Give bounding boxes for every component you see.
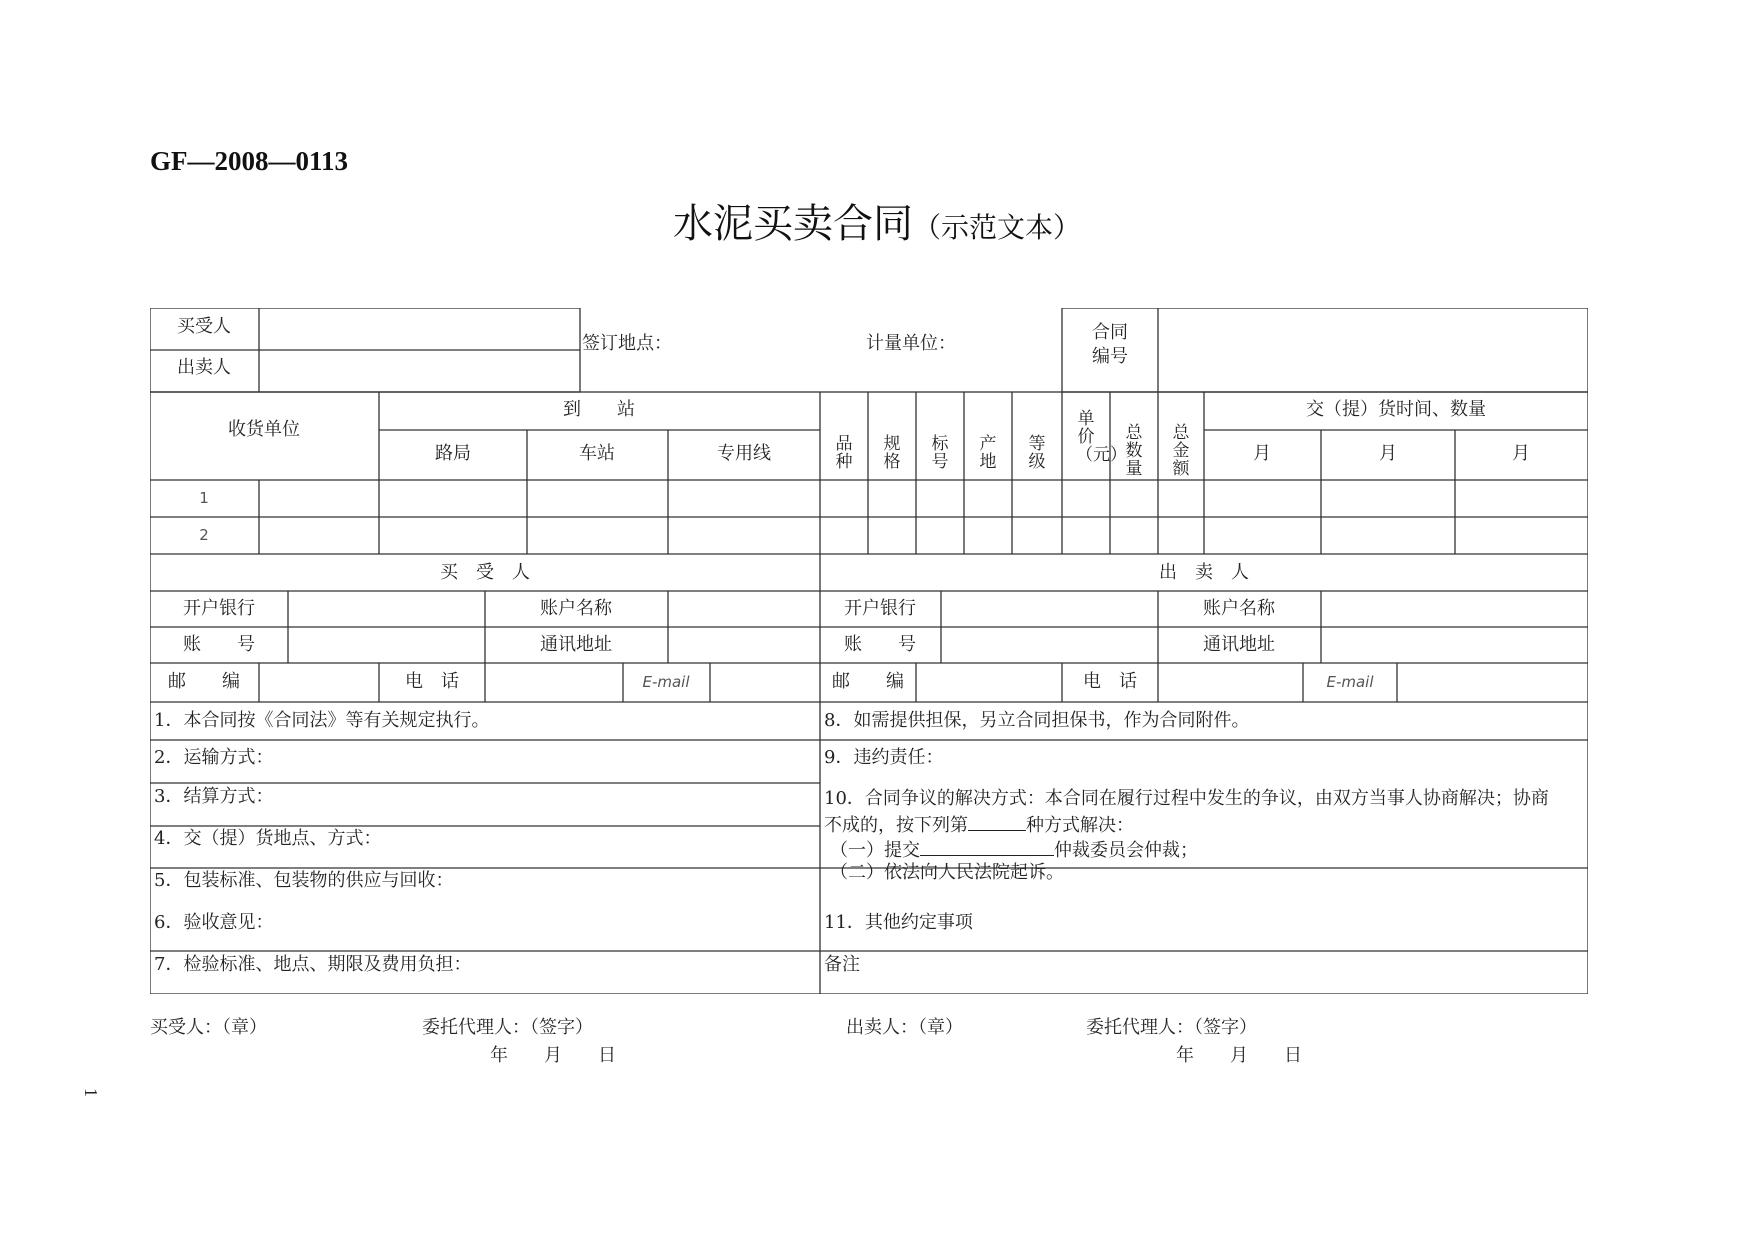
- total-amount-header: 总金额: [1172, 423, 1190, 479]
- term-1: 1．本合同按《合同法》等有关规定执行。: [154, 710, 490, 731]
- buyer-label: 买受人: [177, 316, 231, 337]
- buyer-postcode-label: 邮 编: [168, 671, 240, 692]
- seller-account-name-label: 账户名称: [1203, 598, 1275, 619]
- private-line-label: 专用线: [717, 443, 771, 464]
- term-4: 4．交（提）货地点、方式：: [154, 828, 382, 849]
- delivery-schedule-label: 交（提）货时间、数量: [1306, 399, 1486, 420]
- seller-agent-label: 委托代理人：（签字）: [1086, 1017, 1257, 1038]
- row-number-1: 1: [199, 489, 209, 507]
- title-main: 水泥买卖合同: [672, 201, 913, 247]
- remark-label: 备注: [824, 954, 860, 975]
- arrival-station-label: 到 站: [563, 399, 635, 420]
- term-11: 11．其他约定事项: [824, 912, 973, 933]
- railway-bureau-label: 路局: [435, 443, 471, 464]
- seller-account-no-label: 账 号: [844, 634, 916, 655]
- document-code: GF—2008—0113: [150, 146, 349, 176]
- term-7: 7．检验标准、地点、期限及费用负担：: [154, 954, 472, 975]
- contract-no-label: 合同: [1092, 322, 1128, 343]
- grade-no-header: 标号: [931, 434, 949, 472]
- month-1-label: 月: [1253, 443, 1271, 464]
- total-qty-header: 总数量: [1125, 423, 1143, 479]
- spec-header: 规格: [883, 434, 901, 472]
- seller-heading: 出 卖 人: [1159, 562, 1249, 583]
- term-9: 9．违约责任：: [824, 747, 944, 768]
- measure-unit-label: 计量单位：: [866, 333, 956, 354]
- title-subtitle: （示范文本）: [912, 211, 1081, 244]
- document-title: [0, 192, 1754, 249]
- station-label: 车站: [579, 443, 615, 464]
- term-3: 3．结算方式：: [154, 786, 274, 807]
- variety-header: 品种: [835, 434, 853, 472]
- seller-sign-date: 年 月 日: [1176, 1045, 1302, 1066]
- term-10-option-1: （一）提交 仲裁委员会仲裁；: [830, 840, 1198, 861]
- contract-no-label-2: 编号: [1092, 346, 1128, 367]
- buyer-email-label: E-mail: [642, 673, 690, 691]
- buyer-account-name-label: 账户名称: [540, 598, 612, 619]
- term-6: 6．验收意见：: [154, 912, 274, 933]
- month-3-label: 月: [1512, 443, 1530, 464]
- blank-line: [968, 814, 1026, 831]
- term-2: 2．运输方式：: [154, 747, 274, 768]
- term-8: 8．如需提供担保，另立合同担保书，作为合同附件。: [824, 710, 1250, 731]
- seller-email-label: E-mail: [1326, 673, 1374, 691]
- seller-label: 出卖人: [177, 357, 231, 378]
- consignee-label: 收货单位: [228, 419, 300, 440]
- term-10-option-2: （二）依法向人民法院起诉。: [830, 862, 1064, 883]
- term-10-line-1: 10．合同争议的解决方式：本合同在履行过程中发生的争议，由双方当事人协商解决；协商: [824, 788, 1549, 809]
- buyer-seal-label: 买受人：（章）: [150, 1017, 267, 1038]
- contract-form-table: [150, 308, 1588, 994]
- unit-price-header: 单价（元）: [1076, 409, 1127, 465]
- term-10-line-2: 不成的，按下列第 种方式解决：: [824, 815, 1134, 836]
- buyer-agent-label: 委托代理人：（签字）: [422, 1017, 593, 1038]
- blank-line: [920, 839, 1054, 856]
- buyer-bank-label: 开户银行: [183, 598, 255, 619]
- seller-phone-label: 电 话: [1083, 671, 1137, 692]
- seller-postcode-label: 邮 编: [832, 671, 904, 692]
- seller-bank-label: 开户银行: [844, 598, 916, 619]
- buyer-sign-date: 年 月 日: [490, 1045, 616, 1066]
- buyer-address-label: 通讯地址: [540, 634, 612, 655]
- buyer-heading: 买 受 人: [440, 562, 530, 583]
- page-number: 1: [81, 1088, 101, 1097]
- buyer-phone-label: 电 话: [405, 671, 459, 692]
- origin-header: 产地: [979, 434, 997, 472]
- level-header: 等级: [1028, 434, 1046, 472]
- term-5: 5．包装标准、包装物的供应与回收：: [154, 870, 454, 891]
- seller-address-label: 通讯地址: [1203, 634, 1275, 655]
- seller-seal-label: 出卖人：（章）: [846, 1017, 963, 1038]
- row-number-2: 2: [199, 526, 209, 544]
- sign-place-label: 签订地点：: [582, 333, 672, 354]
- month-2-label: 月: [1379, 443, 1397, 464]
- buyer-account-no-label: 账 号: [183, 634, 255, 655]
